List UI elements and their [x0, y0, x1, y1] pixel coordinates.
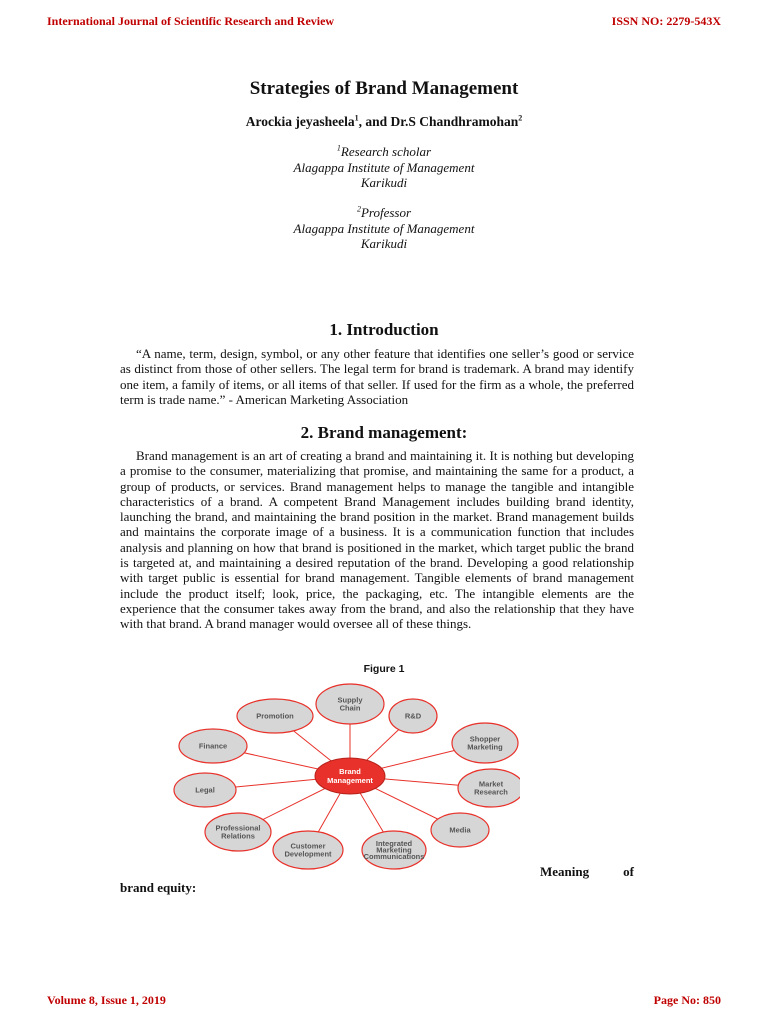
journal-name: International Journal of Scientific Research and Review: [47, 14, 335, 28]
of-word: of: [623, 864, 634, 879]
node-label: Chain: [339, 703, 361, 713]
node-r-d: [389, 699, 437, 733]
introduction-paragraph: “A name, term, design, symbol, or any other feature that identifies one seller’s good or service as distinct from those of other sellers. The legal term for brand is trademark. A brand may identify one item, a family of items, or all items of that seller. If used for the firm as a whole, the preferred term is trade name.” - American Marketing Association: [120, 346, 634, 407]
affiliation-2: [0, 205, 768, 252]
affiliation-1-role: Research scholar: [340, 144, 432, 159]
node-label: Finance: [198, 741, 228, 751]
author-2-sup: 2: [518, 113, 523, 123]
meaning-heading: [540, 864, 634, 880]
brand-equity-heading: brand equity:: [120, 880, 197, 895]
node-market-research: [458, 769, 520, 807]
center-label: Management: [327, 776, 373, 785]
node-shopper-marketing: [452, 723, 518, 763]
node-label: R&D: [404, 711, 422, 721]
section-heading-brand-management: 2. Brand management:: [300, 423, 468, 442]
node-label: Marketing: [467, 742, 503, 752]
node-professional-relations: [205, 813, 271, 851]
node-label: Supply: [337, 695, 363, 705]
node-label: Customer: [290, 841, 326, 851]
affiliation-2-role: Professor: [360, 205, 412, 220]
node-customer-development: [273, 831, 343, 869]
node-label: Development: [284, 849, 332, 859]
affiliation-2-sup: 2: [356, 204, 361, 214]
page-number: Page No: 850: [653, 993, 721, 1007]
node-label: Legal: [195, 785, 215, 795]
node-promotion: [237, 699, 313, 733]
section-heading-introduction: 1. Introduction: [329, 320, 439, 339]
node-label: Relations: [221, 831, 255, 841]
volume-info: Volume 8, Issue 1, 2019: [47, 993, 166, 1007]
author-1: Arockia jeyasheela: [245, 114, 355, 129]
paper-title: Strategies of Brand Management: [249, 78, 519, 99]
node-finance: [179, 729, 247, 763]
node-label: Promotion: [256, 711, 294, 721]
figure-caption: Figure 1: [363, 663, 405, 675]
affiliation-1-sup: 1: [336, 143, 341, 153]
node-label: Media: [449, 825, 471, 835]
affiliation-1-city: Karikudi: [360, 175, 408, 190]
node-supply-chain: [316, 684, 384, 724]
brand-management-diagram: [160, 680, 520, 880]
center-label: Brand: [339, 767, 361, 776]
node-integrated-marketing-communications: [362, 831, 426, 869]
node-legal: [174, 773, 236, 807]
affiliation-1: [0, 144, 768, 191]
author-1-sup: 1: [354, 113, 359, 123]
node-label: Communications: [363, 852, 425, 861]
author-line: [0, 114, 768, 130]
affiliation-2-city: Karikudi: [360, 236, 408, 251]
meaning-word: Meaning: [540, 864, 590, 879]
affiliation-2-institute: Alagappa Institute of Management: [293, 220, 475, 236]
node-media: [431, 813, 489, 847]
node-label: Professional: [215, 823, 261, 833]
issn-number: ISSN NO: 2279-543X: [611, 14, 721, 28]
node-label: Integrated: [375, 839, 413, 848]
brand-management-paragraph: Brand management is an art of creating a brand and maintaining it. It is nothing but developing a promise to the consumer, materializing that promise, and maintaining the same for a product, a group of products, or services. Brand management helps to manage the tangible and intangible characteristics of a brand. A competent Brand Management includes building brand identity, launching the brand, and maintaining the brand position in the market. Brand management builds and maintains the corporate image of a business. It is a communication function that includes analysis and planning on how that brand is positioned in the market, which target public the brand is targeted at, and maintaining a desired reputation of the brand. Developing a good relationship with target public is essential for brand management. Tangible elements of brand management include the product itself; look, price, the packaging, etc. The intangible elements are the experience that the consumer takes away from the brand, and also the relationship that they have with that brand. A brand manager would oversee all of these things.: [120, 448, 634, 632]
node-label: Shopper: [469, 734, 501, 744]
node-label: Market: [478, 779, 504, 789]
author-2: , and Dr.S Chandhramohan: [358, 114, 519, 129]
affiliation-1-institute: Alagappa Institute of Management: [293, 159, 475, 175]
node-label: Research: [474, 787, 508, 797]
node-label: Marketing: [376, 845, 412, 855]
